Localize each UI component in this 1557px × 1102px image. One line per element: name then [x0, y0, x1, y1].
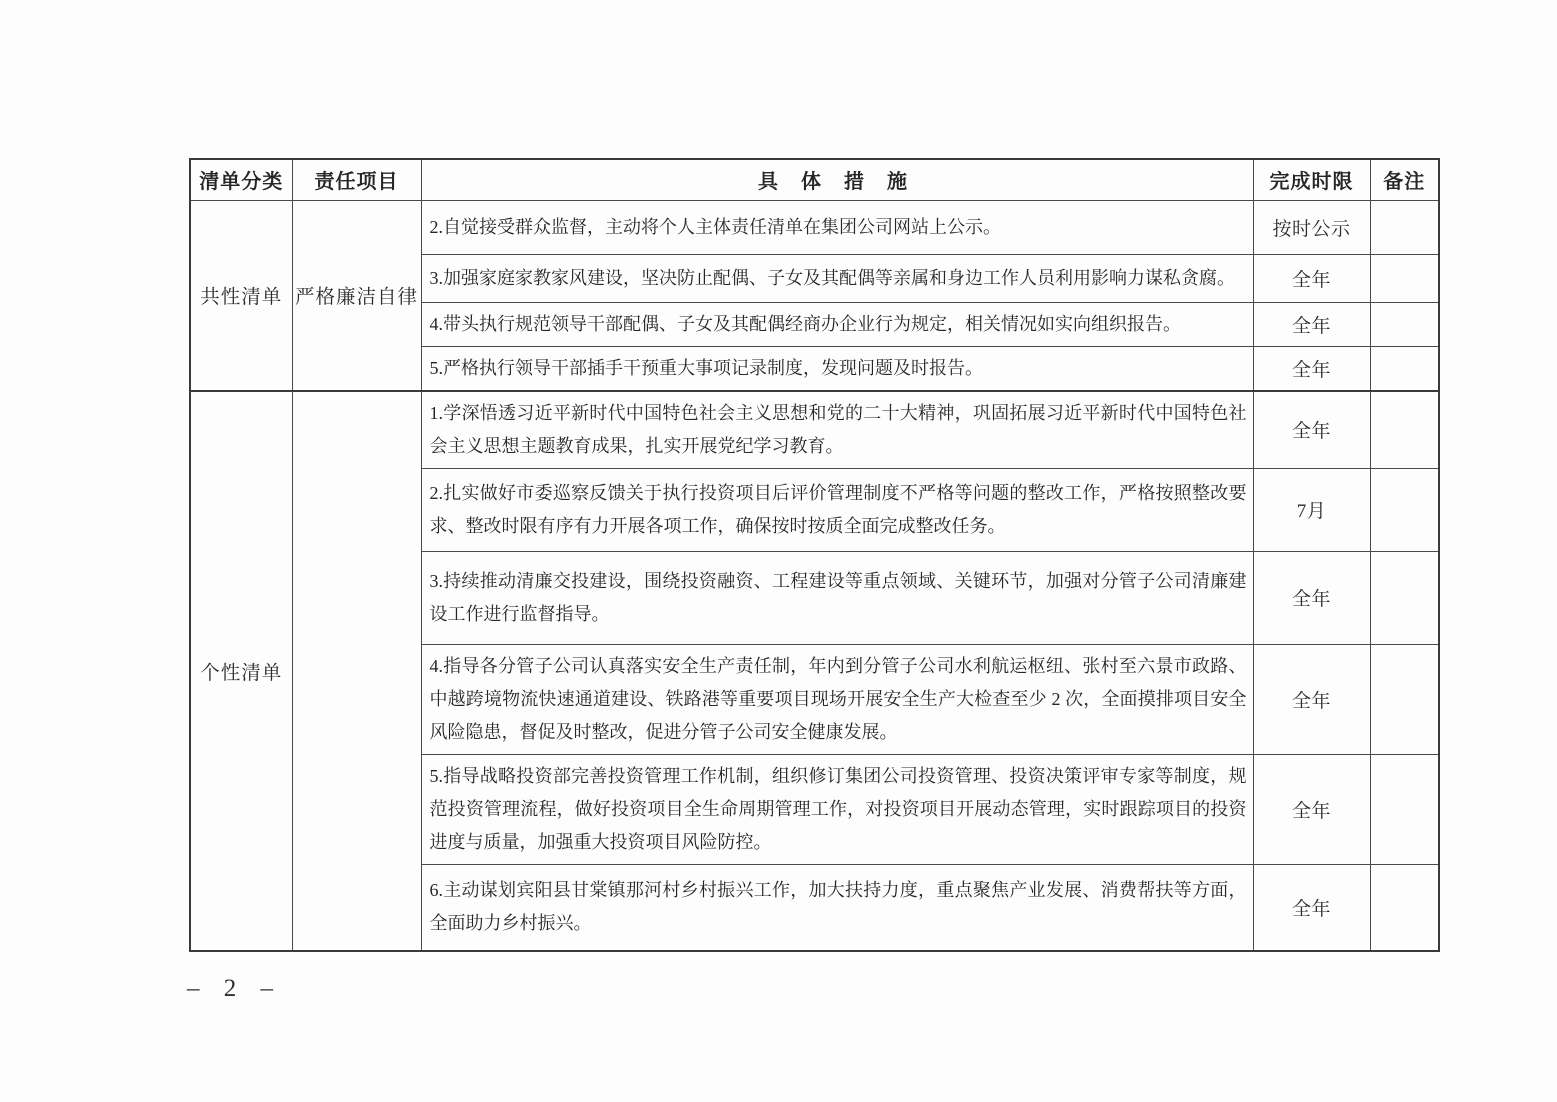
- measure-cell: 5.严格执行领导干部插手干预重大事项记录制度，发现问题及时报告。: [421, 346, 1253, 391]
- page-number: – 2 –: [187, 975, 282, 1002]
- deadline-cell: 全年: [1253, 644, 1370, 754]
- table-row: [190, 200, 1439, 254]
- measure-cell: 2.扎实做好市委巡察反馈关于执行投资项目后评价管理制度不严格等问题的整改工作，严格按照整改要求、整改时限有序有力开展各项工作，确保按时按质全面完成整改任务。: [421, 468, 1253, 551]
- project-cell-individual: [292, 391, 421, 952]
- remark-cell: [1370, 644, 1439, 754]
- section-individual-list: [190, 391, 1439, 952]
- category-cell-common: 共性清单: [190, 200, 292, 391]
- remark-cell: [1370, 391, 1439, 469]
- measure-cell: 6.主动谋划宾阳县甘棠镇那河村乡村振兴工作，加大扶持力度，重点聚焦产业发展、消费帮扶等方面，全面助力乡村振兴。: [421, 864, 1253, 951]
- deadline-cell: 全年: [1253, 391, 1370, 469]
- measure-cell: 1.学深悟透习近平新时代中国特色社会主义思想和党的二十大精神，巩固拓展习近平新时代中国特色社会主义思想主题教育成果，扎实开展党纪学习教育。: [421, 391, 1253, 469]
- col-header-category: 清单分类: [190, 159, 292, 200]
- remark-cell: [1370, 200, 1439, 254]
- remark-cell: [1370, 864, 1439, 951]
- measure-cell: 3.持续推动清廉交投建设，围绕投资融资、工程建设等重点领域、关键环节，加强对分管子公司清廉建设工作进行监督指导。: [421, 551, 1253, 644]
- table-row: [190, 391, 1439, 469]
- col-header-deadline: 完成时限: [1253, 159, 1370, 200]
- deadline-cell: 全年: [1253, 346, 1370, 391]
- project-cell-common: 严格廉洁自律: [292, 200, 421, 391]
- remark-cell: [1370, 551, 1439, 644]
- deadline-cell: 全年: [1253, 551, 1370, 644]
- deadline-cell: 全年: [1253, 302, 1370, 346]
- col-header-project: 责任项目: [292, 159, 421, 200]
- remark-cell: [1370, 254, 1439, 302]
- deadline-cell: 全年: [1253, 754, 1370, 864]
- col-header-remarks: 备注: [1370, 159, 1439, 200]
- remark-cell: [1370, 468, 1439, 551]
- category-cell-individual: 个性清单: [190, 391, 292, 952]
- table-header-row: [190, 159, 1439, 200]
- measure-cell: 4.指导各分管子公司认真落实安全生产责任制，年内到分管子公司水利航运枢纽、张村至六景市政路、中越跨境物流快速通道建设、铁路港等重要项目现场开展安全生产大检查至少 2 次，全面摸排项目安全风险隐患，督促及时整改，促进分管子公司安全健康发展。: [421, 644, 1253, 754]
- deadline-cell: 全年: [1253, 864, 1370, 951]
- remark-cell: [1370, 754, 1439, 864]
- col-header-measures: 具 体 措 施: [421, 159, 1253, 200]
- deadline-cell: 7月: [1253, 468, 1370, 551]
- remark-cell: [1370, 346, 1439, 391]
- responsibility-list-table: [189, 158, 1440, 952]
- measure-cell: 2.自觉接受群众监督，主动将个人主体责任清单在集团公司网站上公示。: [421, 200, 1253, 254]
- section-common-list: [190, 200, 1439, 391]
- deadline-cell: 按时公示: [1253, 200, 1370, 254]
- measure-cell: 4.带头执行规范领导干部配偶、子女及其配偶经商办企业行为规定，相关情况如实向组织报告。: [421, 302, 1253, 346]
- measure-cell: 3.加强家庭家教家风建设，坚决防止配偶、子女及其配偶等亲属和身边工作人员利用影响力谋私贪腐。: [421, 254, 1253, 302]
- deadline-cell: 全年: [1253, 254, 1370, 302]
- measure-cell: 5.指导战略投资部完善投资管理工作机制，组织修订集团公司投资管理、投资决策评审专家等制度，规范投资管理流程，做好投资项目全生命周期管理工作，对投资项目开展动态管理，实时跟踪项目的投资进度与质量，加强重大投资项目风险防控。: [421, 754, 1253, 864]
- remark-cell: [1370, 302, 1439, 346]
